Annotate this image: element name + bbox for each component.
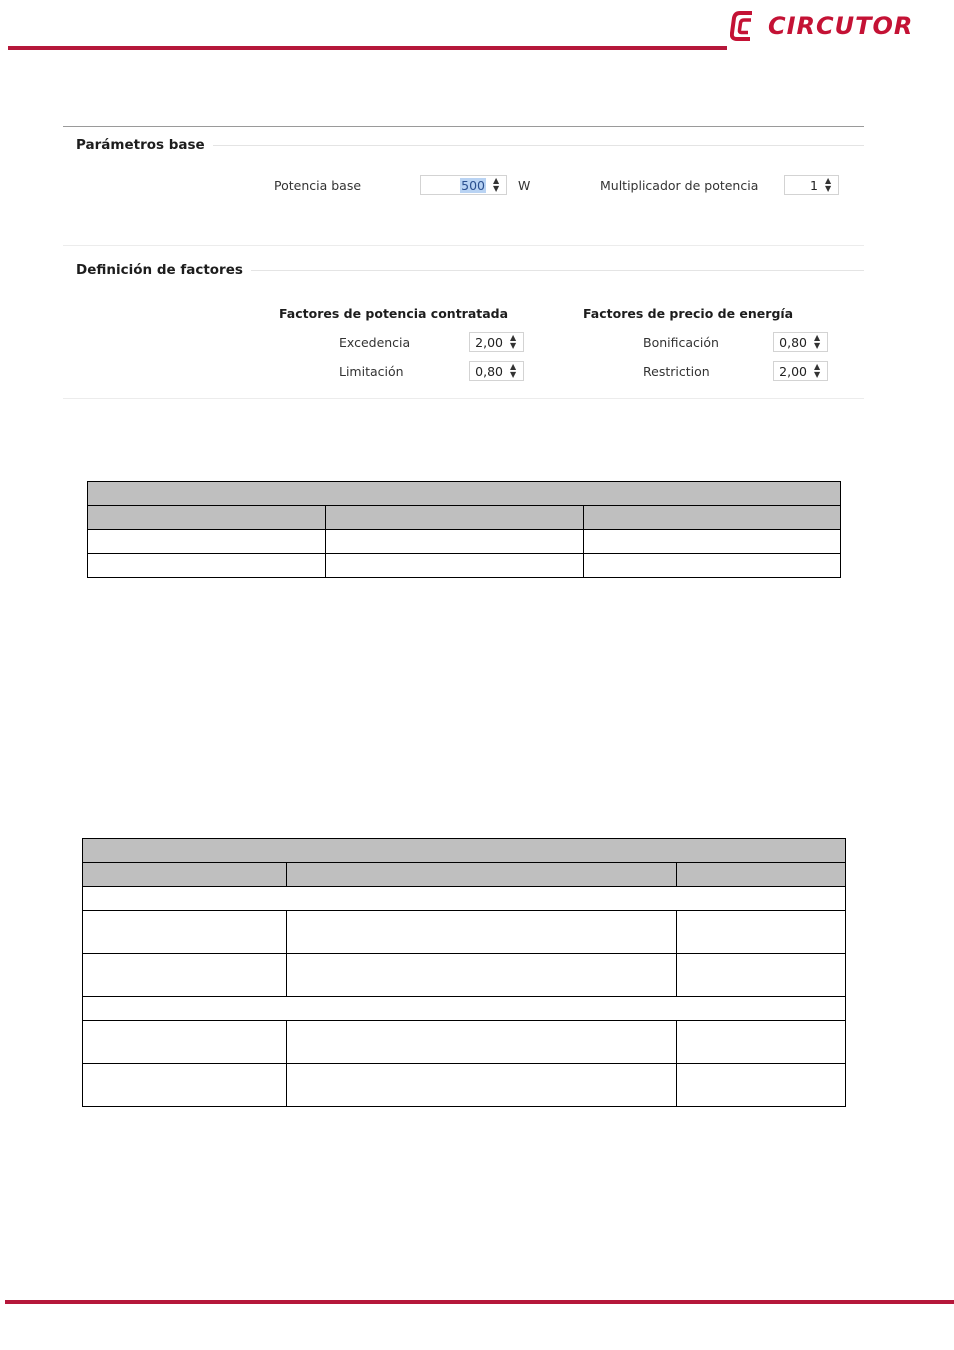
- bonificacion-label: Bonificación: [643, 335, 719, 350]
- table-cell: [83, 1021, 287, 1064]
- potencia-base-unit: W: [518, 178, 531, 193]
- table-row: [83, 1064, 846, 1107]
- table-row: [83, 911, 846, 954]
- table-header-row: [83, 839, 846, 863]
- table-cell: [326, 506, 584, 530]
- table-cell: [677, 911, 846, 954]
- spin-up-icon[interactable]: ▲: [814, 333, 821, 342]
- bonificacion-value[interactable]: 0,80: [779, 335, 807, 350]
- table-cell: [287, 1064, 677, 1107]
- table-cell: [287, 954, 677, 997]
- table-cell: [584, 530, 841, 554]
- excedencia-label: Excedencia: [339, 335, 411, 350]
- table-row: [88, 554, 841, 578]
- table-cell: [83, 997, 846, 1021]
- table-cell: [677, 863, 846, 887]
- spin-down-icon[interactable]: ▼: [825, 184, 832, 193]
- table-cell: [83, 863, 287, 887]
- table-cell: [584, 506, 841, 530]
- table-cell: [83, 911, 287, 954]
- spinner-arrows[interactable]: [813, 363, 823, 379]
- excedencia-value[interactable]: 2,00: [475, 335, 503, 350]
- spinner-arrows[interactable]: [813, 334, 823, 350]
- restriction-value[interactable]: 2,00: [779, 364, 807, 379]
- table-row: [83, 1021, 846, 1064]
- spin-down-icon[interactable]: ▼: [493, 184, 500, 193]
- table-cell: [88, 506, 326, 530]
- restriction-spinner[interactable]: [773, 361, 828, 381]
- table-cell: [326, 530, 584, 554]
- table-cell: [88, 554, 326, 578]
- table-header-row: [88, 482, 841, 506]
- limitacion-value[interactable]: 0,80: [475, 364, 503, 379]
- spin-down-icon[interactable]: ▼: [814, 341, 821, 350]
- table-cell: [83, 954, 287, 997]
- excedencia-spinner[interactable]: [469, 332, 524, 352]
- spin-up-icon[interactable]: ▲: [510, 362, 517, 371]
- empty-table-1: [87, 481, 841, 578]
- table-cell: [287, 1021, 677, 1064]
- table-cell: [677, 1064, 846, 1107]
- potencia-contratada-title: Factores de potencia contratada: [279, 306, 509, 321]
- spin-up-icon[interactable]: ▲: [493, 176, 500, 185]
- table-cell: [677, 1021, 846, 1064]
- spin-down-icon[interactable]: ▼: [510, 370, 517, 379]
- precio-energia-title: Factores de precio de energía: [583, 306, 794, 321]
- restriction-label: Restriction: [643, 364, 710, 379]
- empty-table-2: [82, 838, 846, 1107]
- spinner-arrows[interactable]: [509, 334, 519, 350]
- table-cell: [88, 530, 326, 554]
- limitacion-label: Limitación: [339, 364, 404, 379]
- spin-up-icon[interactable]: ▲: [814, 362, 821, 371]
- circutor-logo: [730, 8, 913, 44]
- spin-down-icon[interactable]: ▼: [814, 370, 821, 379]
- table-cell: [83, 887, 846, 911]
- table-group-row: [83, 997, 846, 1021]
- spin-up-icon[interactable]: ▲: [825, 176, 832, 185]
- table-cell: [677, 954, 846, 997]
- table-cell: [584, 554, 841, 578]
- table-row: [83, 954, 846, 997]
- table-cell: [287, 863, 677, 887]
- spin-down-icon[interactable]: ▼: [510, 341, 517, 350]
- spinner-arrows[interactable]: [509, 363, 519, 379]
- multiplicador-spinner[interactable]: [784, 175, 839, 195]
- spinner-arrows[interactable]: [492, 177, 502, 193]
- potencia-base-spinner[interactable]: [420, 175, 507, 195]
- table-cell: [83, 1064, 287, 1107]
- section-title-definicion-factores: Definición de factores: [76, 262, 251, 278]
- brand-name: CIRCUTOR: [768, 12, 914, 40]
- section-definicion-factores: [63, 246, 864, 398]
- spinner-arrows[interactable]: [824, 177, 834, 193]
- section-title-parametros-base: Parámetros base: [76, 137, 213, 153]
- header-rule: [8, 46, 727, 50]
- table-row: [88, 530, 841, 554]
- multiplicador-value[interactable]: 1: [810, 178, 818, 193]
- section-title-line: [203, 145, 864, 146]
- section-parametros-base: [63, 127, 864, 245]
- limitacion-spinner[interactable]: [469, 361, 524, 381]
- bonificacion-spinner[interactable]: [773, 332, 828, 352]
- section-divider: [63, 398, 864, 399]
- circutor-logo-icon: [730, 9, 764, 43]
- table-cell: [287, 911, 677, 954]
- table-cell: [326, 554, 584, 578]
- footer-rule: [5, 1300, 954, 1304]
- spin-up-icon[interactable]: ▲: [510, 333, 517, 342]
- table-cell: [88, 482, 841, 506]
- potencia-base-label: Potencia base: [274, 178, 362, 193]
- table-header-row: [83, 863, 846, 887]
- table-cell: [83, 839, 846, 863]
- settings-panel: [63, 126, 864, 399]
- table-group-row: [83, 887, 846, 911]
- potencia-base-value[interactable]: 500: [461, 178, 485, 193]
- section-title-line: [241, 270, 864, 271]
- multiplicador-label: Multiplicador de potencia: [600, 178, 759, 193]
- table-header-row: [88, 506, 841, 530]
